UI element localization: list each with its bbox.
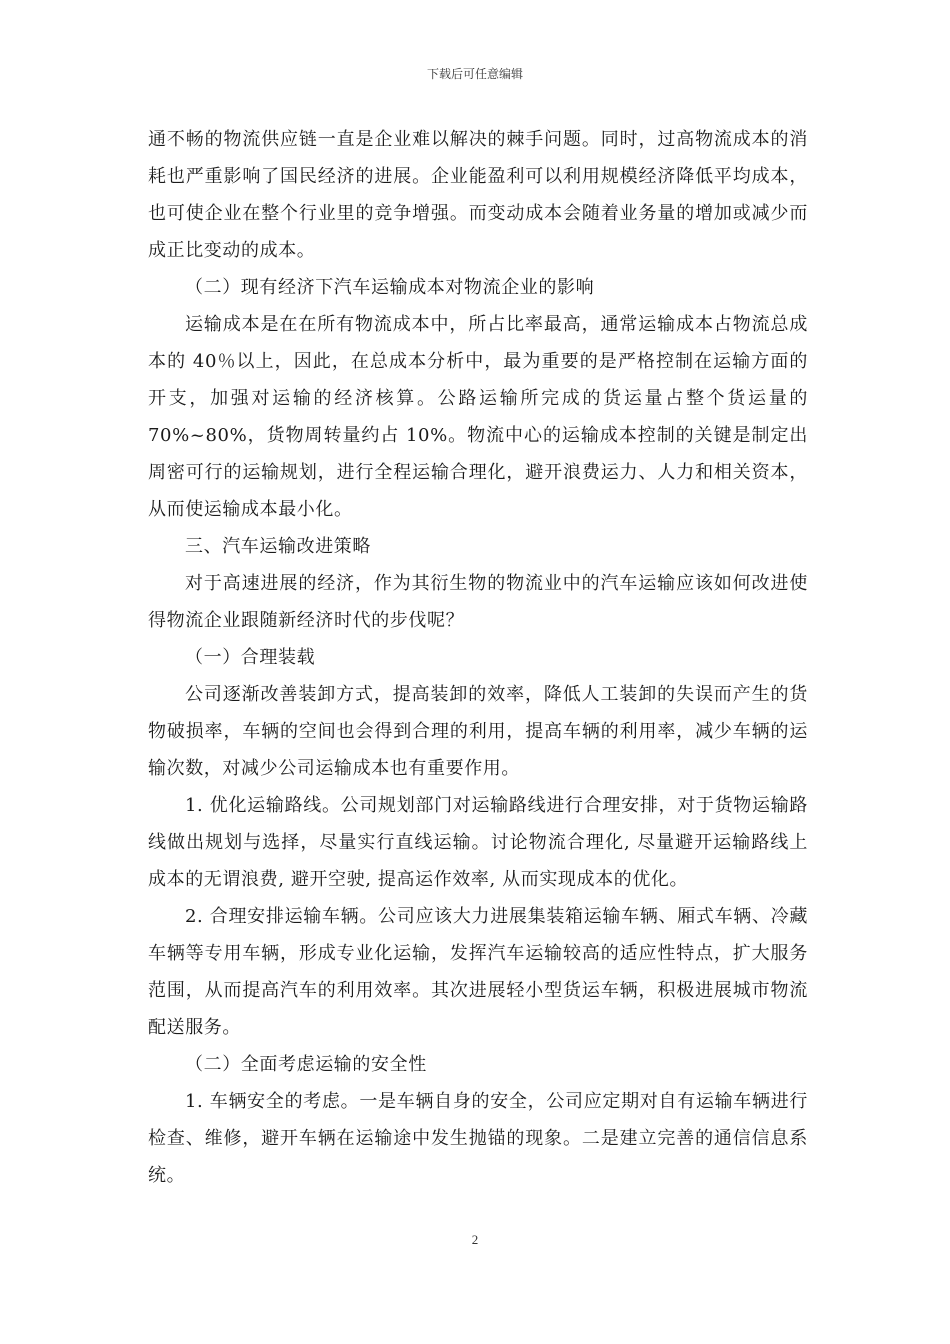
subsection-heading-loading: （一）合理装载 (185, 647, 316, 668)
paragraph-intro-strategy: 对于高速进展的经济，作为其衍生物的物流业中的汽车运输应该如何改进使得物流企业跟随新经济时代的步伐呢？ (148, 573, 808, 631)
paragraph-vehicle-safety: 1. 车辆安全的考虑。一是车辆自身的安全，公司应定期对自有运输车辆进行检查、维修，避开车辆在运输途中发生抛锚的现象。二是建立完善的通信信息系统。 (148, 1091, 808, 1186)
paragraph-route-optimization: 1. 优化运输路线。公司规划部门对运输路线进行合理安排，对于货物运输路线做出规划与选择，尽量实行直线运输。讨论物流合理化, 尽量避开运输路线上成本的无谓浪费, 避开空驶, 提高运作效率, 从而实现成本的优化。 (148, 795, 808, 890)
page-header: 下载后可任意编辑 (426, 67, 523, 81)
section-heading-3: 三、汽车运输改进策略 (185, 536, 371, 557)
page-number: 2 (471, 1232, 479, 1247)
paragraph-transport-cost: 运输成本是在在所有物流成本中，所占比率最高，通常运输成本占物流总成本的 40％以上，因此，在总成本分析中，最为重要的是严格控制在运输方面的开支，加强对运输的经济核算。公路运输所完成的货运量占整个货运量的 70%~80%，货物周转量约占 10%。物流中心的运输成本控制的关键是制定出周密可行的运输规划，进行全程运输合理化，避开浪费运力、人力和相关资本，从而使运输成本最小化。 (148, 314, 808, 520)
paragraph-loading: 公司逐渐改善装卸方式，提高装卸的效率，降低人工装卸的失误而产生的货物破损率，车辆的空间也会得到合理的利用，提高车辆的利用率，减少车辆的运输次数，对减少公司运输成本也有重要作用。 (148, 684, 808, 779)
section-heading-2: （二）现有经济下汽车运输成本对物流企业的影响 (185, 277, 595, 298)
paragraph-1: 通不畅的物流供应链一直是企业难以解决的棘手问题。同时，过高物流成本的消耗也严重影响了国民经济的进展。企业能盈利可以利用规模经济降低平均成本，也可使企业在整个行业里的竞争增强。而变动成本会随着业务量的增加或减少而成正比变动的成本。 (148, 129, 808, 261)
paragraph-vehicle-arrangement: 2. 合理安排运输车辆。公司应该大力进展集装箱运输车辆、厢式车辆、冷藏车辆等专用车辆，形成专业化运输，发挥汽车运输较高的适应性特点，扩大服务范围，从而提高汽车的利用效率。其次进展轻小型货运车辆，积极进展城市物流配送服务。 (148, 906, 808, 1038)
document-body (148, 121, 808, 1194)
subsection-heading-safety: （二）全面考虑运输的安全性 (185, 1054, 427, 1075)
